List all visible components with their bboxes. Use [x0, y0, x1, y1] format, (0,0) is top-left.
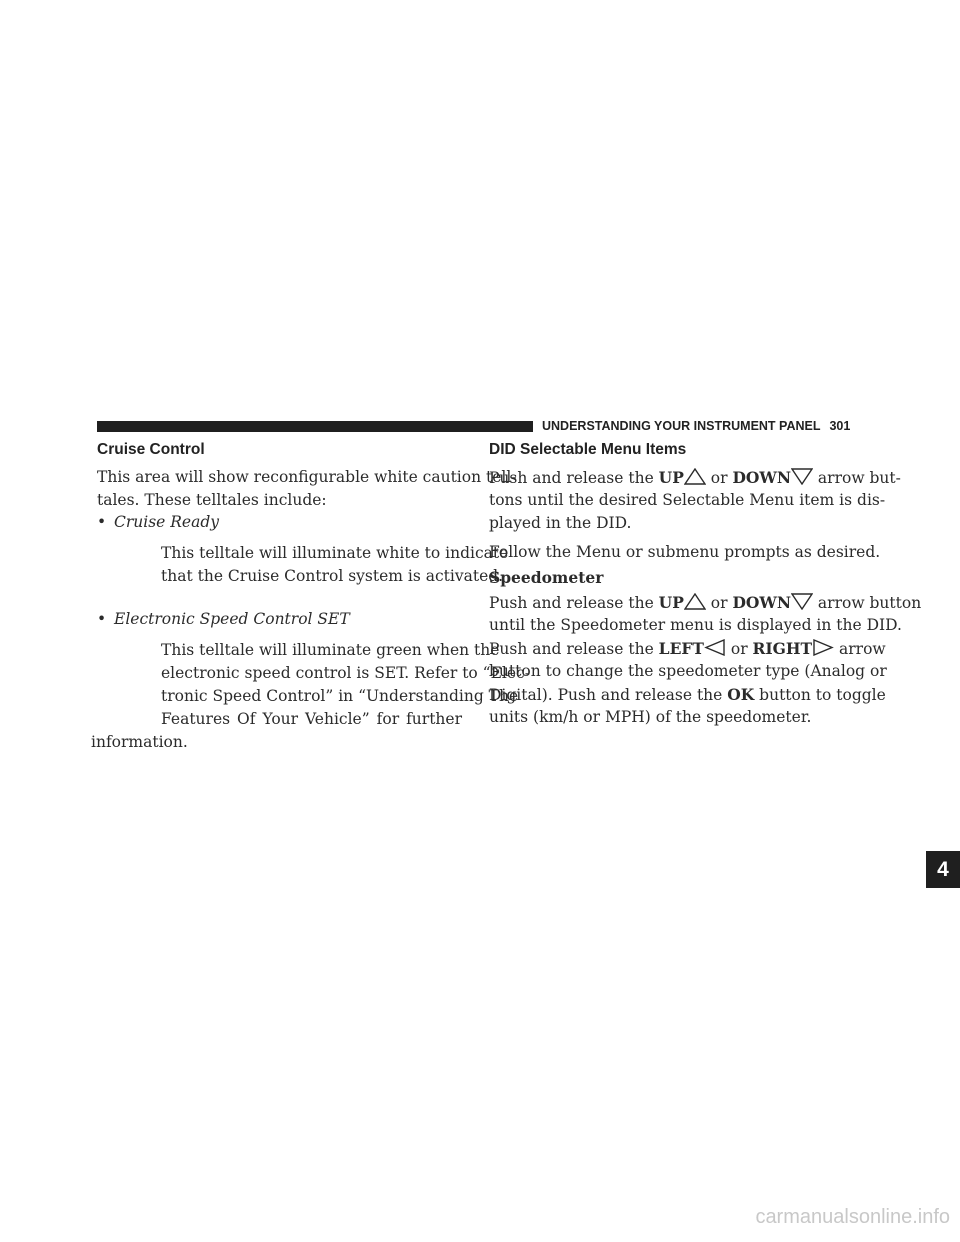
paragraph-line: Push and release the UP or DOWN arrow but- — [489, 468, 901, 487]
item-body-line: electronic speed control is SET. Refer to “Elec- — [161, 664, 530, 682]
bullet: • — [97, 513, 107, 531]
header-rule — [97, 421, 533, 432]
chapter-number: 4 — [937, 858, 949, 881]
section-title: UNDERSTANDING YOUR INSTRUMENT PANEL — [542, 419, 821, 433]
paragraph-line: tons until the desired Selectable Menu item is dis- — [489, 491, 886, 509]
bullet: • — [97, 610, 107, 628]
item-body-line: Features Of Your Vehicle” for further — [161, 710, 462, 728]
item-body-line: tronic Speed Control” in “Understanding The — [161, 687, 519, 705]
paragraph-line: units (km/h or MPH) of the speedometer. — [489, 708, 812, 726]
item-body-line: information. — [91, 733, 188, 751]
down-arrow-icon — [791, 593, 813, 610]
speedometer-subheading: Speedometer — [489, 568, 604, 587]
up-arrow-icon — [684, 468, 706, 485]
paragraph-line: Push and release the UP or DOWN arrow button — [489, 593, 922, 612]
paragraph-line: button to change the speedometer type (Analog or — [489, 662, 887, 680]
down-arrow-icon — [791, 468, 813, 485]
chapter-tab — [926, 851, 960, 888]
item-body-line: This telltale will illuminate white to indicate — [161, 544, 509, 562]
intro-line: This area will show reconfigurable white caution tell- — [97, 468, 517, 486]
intro-line: tales. These telltales include: — [97, 491, 327, 509]
paragraph-line: Digital). Push and release the OK button to toggle — [489, 685, 886, 704]
watermark: carmanualsonline.info — [755, 1206, 950, 1228]
paragraph-line: Push and release the LEFT or RIGHT arrow — [489, 639, 886, 658]
left-arrow-icon — [704, 639, 726, 656]
right-arrow-icon — [812, 639, 834, 656]
up-arrow-icon — [684, 593, 706, 610]
item-title: Cruise Ready — [114, 513, 220, 531]
paragraph-line: played in the DID. — [489, 514, 632, 532]
page-number: 301 — [829, 419, 851, 433]
item-body-line: This telltale will illuminate green when the — [161, 641, 500, 659]
running-header — [542, 419, 872, 433]
cruise-control-heading: Cruise Control — [97, 441, 205, 458]
item-body-line: that the Cruise Control system is activated. — [161, 567, 504, 585]
paragraph-line: until the Speedometer menu is displayed in the DID. — [489, 616, 902, 634]
paragraph-line: Follow the Menu or submenu prompts as desired. — [489, 543, 881, 561]
did-menu-heading: DID Selectable Menu Items — [489, 441, 687, 458]
item-title: Electronic Speed Control SET — [114, 610, 350, 628]
